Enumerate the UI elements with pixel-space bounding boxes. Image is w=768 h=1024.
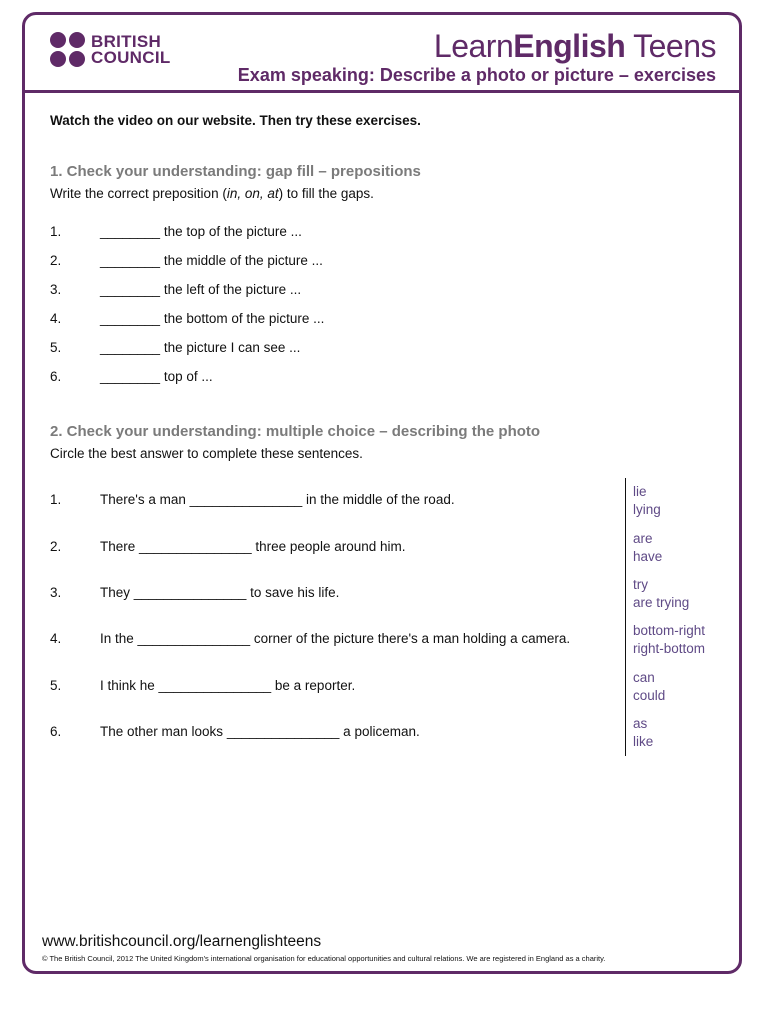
gapfill-item-number: 2.: [50, 253, 62, 268]
footer-url[interactable]: www.britishcouncil.org/learnenglishteens: [42, 933, 322, 950]
mc-item-number: 2.: [50, 539, 62, 554]
header-divider: [22, 90, 742, 93]
gapfill-item-number: 3.: [50, 282, 62, 297]
gapfill-item-text: ________ the bottom of the picture ...: [100, 311, 325, 326]
mc-item-number: 6.: [50, 724, 62, 739]
mc-item-number: 3.: [50, 585, 62, 600]
mc-option-2[interactable]: are trying: [633, 595, 690, 610]
page-title: Exam speaking: Describe a photo or picture – exercises: [237, 65, 716, 85]
logo-line-council: COUNCIL: [91, 47, 171, 67]
intro-text: Watch the video on our website. Then try these exercises.: [50, 113, 421, 128]
mc-option-2[interactable]: have: [633, 549, 663, 564]
mc-item-text: They _______________ to save his life.: [100, 585, 340, 600]
mc-item-text: I think he _______________ be a reporter.: [100, 678, 356, 693]
mc-option-1[interactable]: can: [633, 670, 655, 685]
mc-options: [633, 669, 665, 705]
section2-title: 2. Check your understanding: multiple choice – describing the photo: [50, 423, 541, 440]
mc-option-1[interactable]: as: [633, 716, 648, 731]
logo-dots-icon: [50, 32, 85, 67]
mc-option-2[interactable]: lying: [633, 502, 661, 517]
gapfill-item-number: 1.: [50, 224, 62, 239]
mc-item-text: There's a man _______________ in the middle of the road.: [100, 492, 455, 507]
logo-line-british: BRITISH: [91, 31, 162, 51]
mc-options: [633, 483, 661, 519]
gapfill-item-number: 5.: [50, 340, 62, 355]
section2-instruction: Circle the best answer to complete these sentences.: [50, 446, 363, 461]
mc-options: [633, 530, 662, 566]
mc-item-number: 4.: [50, 631, 62, 646]
gapfill-item-text: ________ top of ...: [100, 369, 213, 384]
mc-option-1[interactable]: lie: [633, 484, 647, 499]
footer-copyright: © The British Council, 2012 The United Kingdom's international organisation for educational opportunities and cultural relations. We are registered in England as a charity.: [42, 954, 606, 963]
mc-item-number: 1.: [50, 492, 62, 507]
mc-item-number: 5.: [50, 678, 62, 693]
mc-item-text: The other man looks _______________ a policeman.: [100, 724, 420, 739]
mc-options: [633, 622, 705, 658]
options-divider: [625, 478, 626, 756]
british-council-logo: [50, 32, 171, 67]
mc-options: [633, 576, 689, 612]
mc-option-1[interactable]: are: [633, 531, 653, 546]
gapfill-item-number: 6.: [50, 369, 62, 384]
section1-instruction: Write the correct preposition (in, on, at) to fill the gaps.: [50, 186, 374, 201]
mc-option-2[interactable]: like: [633, 734, 654, 749]
mc-option-2[interactable]: could: [633, 688, 666, 703]
mc-item-text: In the _______________ corner of the picture there's a man holding a camera.: [100, 631, 571, 646]
mc-option-1[interactable]: bottom-right: [633, 623, 706, 638]
mc-option-1[interactable]: try: [633, 577, 648, 592]
mc-options: [633, 715, 653, 751]
gapfill-item-text: ________ the left of the picture ...: [100, 282, 302, 297]
gapfill-item-number: 4.: [50, 311, 62, 326]
gapfill-item-text: ________ the picture I can see ...: [100, 340, 301, 355]
gapfill-item-text: ________ the top of the picture ...: [100, 224, 302, 239]
gapfill-item-text: ________ the middle of the picture ...: [100, 253, 323, 268]
learnenglish-teens-logo: LearnEnglish Teens: [433, 28, 716, 64]
section1-title: 1. Check your understanding: gap fill – prepositions: [50, 163, 421, 180]
mc-item-text: There _______________ three people around him.: [100, 539, 406, 554]
mc-option-2[interactable]: right-bottom: [633, 641, 706, 656]
